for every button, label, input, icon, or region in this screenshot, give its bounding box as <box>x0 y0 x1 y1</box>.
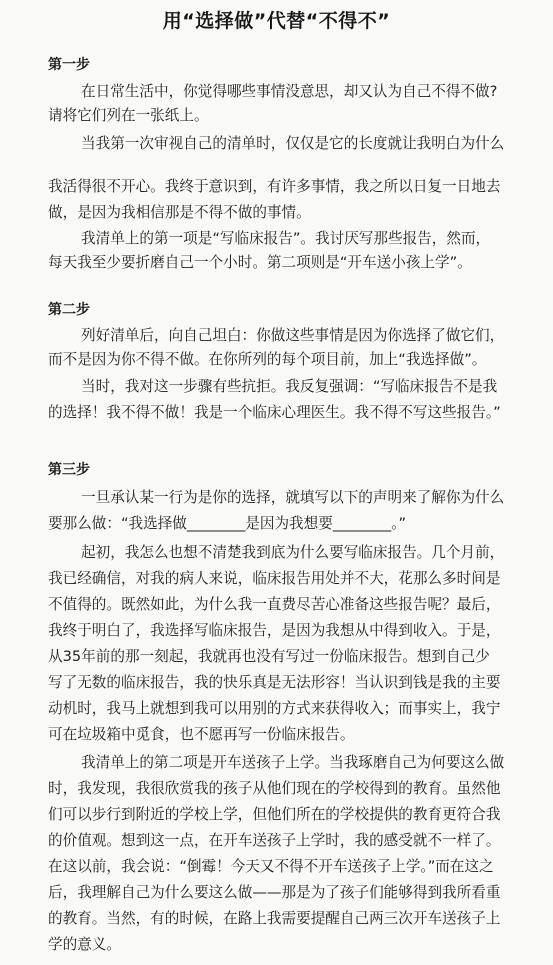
paragraph-line: 们可以步行到附近的学校上学，但他们所在的学校提供的教育更符合我 <box>48 806 501 823</box>
section-heading-step-1: 第一步 <box>48 57 90 73</box>
paragraph-line: 后，我理解自己为什么要这么做——那是为了孩子们能够得到我所看重 <box>48 884 501 901</box>
paragraph-line: 时，我发现，我很欣赏我的孩子从他们现在的学校得到的教育。虽然他 <box>48 780 501 797</box>
paragraph-line: 可在垃圾箱中觅食，也不愿再写一份临床报告。 <box>48 726 355 743</box>
paragraph-line: 动机时，我马上就想到我可以用别的方式来获得收入；而事实上，我宁 <box>48 700 501 717</box>
paragraph-line: 一旦承认某一行为是你的选择，就填写以下的声明来了解你为什么 <box>81 489 505 506</box>
paragraph-line: 学的意义。 <box>48 936 121 953</box>
paragraph-line: 我清单上的第二项是开车送孩子上学。当我琢磨自己为何要这么做 <box>81 754 505 771</box>
paragraph-line: 我终于明白了，我选择写临床报告，是因为我想从中得到收入。于是， <box>48 622 501 639</box>
paragraph-line: 在这以前，我会说：“倒霉！今天又不得不开车送孩子上学。”而在这之 <box>48 858 494 875</box>
paragraph-line: 从35年前的那一刻起，我就再也没有写过一份临床报告。想到自己少 <box>48 648 490 665</box>
paragraph-line: 我已经确信，对我的病人来说，临床报告用处并不大，花那么多时间是 <box>48 570 501 587</box>
paragraph-line: 的选择！我不得不做！我是一个临床心理医生。我不得不写这些报告。” <box>48 404 501 421</box>
paragraph-line: 写了无数的临床报告，我的快乐真是无法形容！当认识到钱是我的主要 <box>48 674 501 691</box>
section-heading-step-2: 第二步 <box>48 302 90 318</box>
section-heading-step-3: 第三步 <box>48 462 90 478</box>
page-title: 用“选择做”代替“不得不” <box>162 10 391 32</box>
paragraph-line: 列好清单后，向自己坦白：你做这些事情是因为你选择了做它们， <box>81 327 505 344</box>
paragraph-line: 我活得很不开心。我终于意识到，有许多事情，我之所以日复一日地去 <box>48 178 501 195</box>
paragraph-line: 的教育。当然，有的时候，在路上我需要提醒自己两三次开车送孩子上 <box>48 910 501 927</box>
paragraph-line: 起初，我怎么也想不清楚我到底为什么要写临床报告。几个月前， <box>81 544 505 561</box>
paragraph-line: 当我第一次审视自己的清单时，仅仅是它的长度就让我明白为什么 <box>81 135 505 152</box>
paragraph-line: 当时，我对这一步骤有些抗拒。我反复强调：“写临床报告不是我 <box>81 378 498 395</box>
paragraph-line: 而不是因为你不得不做。在你所列的每个项目前，加上“我选择做”。 <box>48 351 487 368</box>
paragraph-line: 的价值观。想到这一点，在开车送孩子上学时，我的感受就不一样了。 <box>48 832 501 849</box>
paragraph-line: 在日常生活中，你觉得哪些事情没意思，却又认为自己不得不做? <box>81 83 498 100</box>
paragraph-line: 请将它们列在一张纸上。 <box>48 107 209 124</box>
paragraph-line: 做，是因为我相信那是不得不做的事情。 <box>48 204 311 221</box>
paragraph-line: 我清单上的第一项是“写临床报告”。我讨厌写那些报告，然而， <box>81 230 491 247</box>
paragraph-line: 不值得的。既然如此，为什么我一直费尽苦心准备这些报告呢？最后， <box>48 596 501 613</box>
paragraph-line: 要那么做：“我选择做________是因为我想要________。” <box>48 515 407 532</box>
paragraph-line: 每天我至少要折磨自己一个小时。第二项则是“开车送小孩上学”。 <box>48 254 472 271</box>
